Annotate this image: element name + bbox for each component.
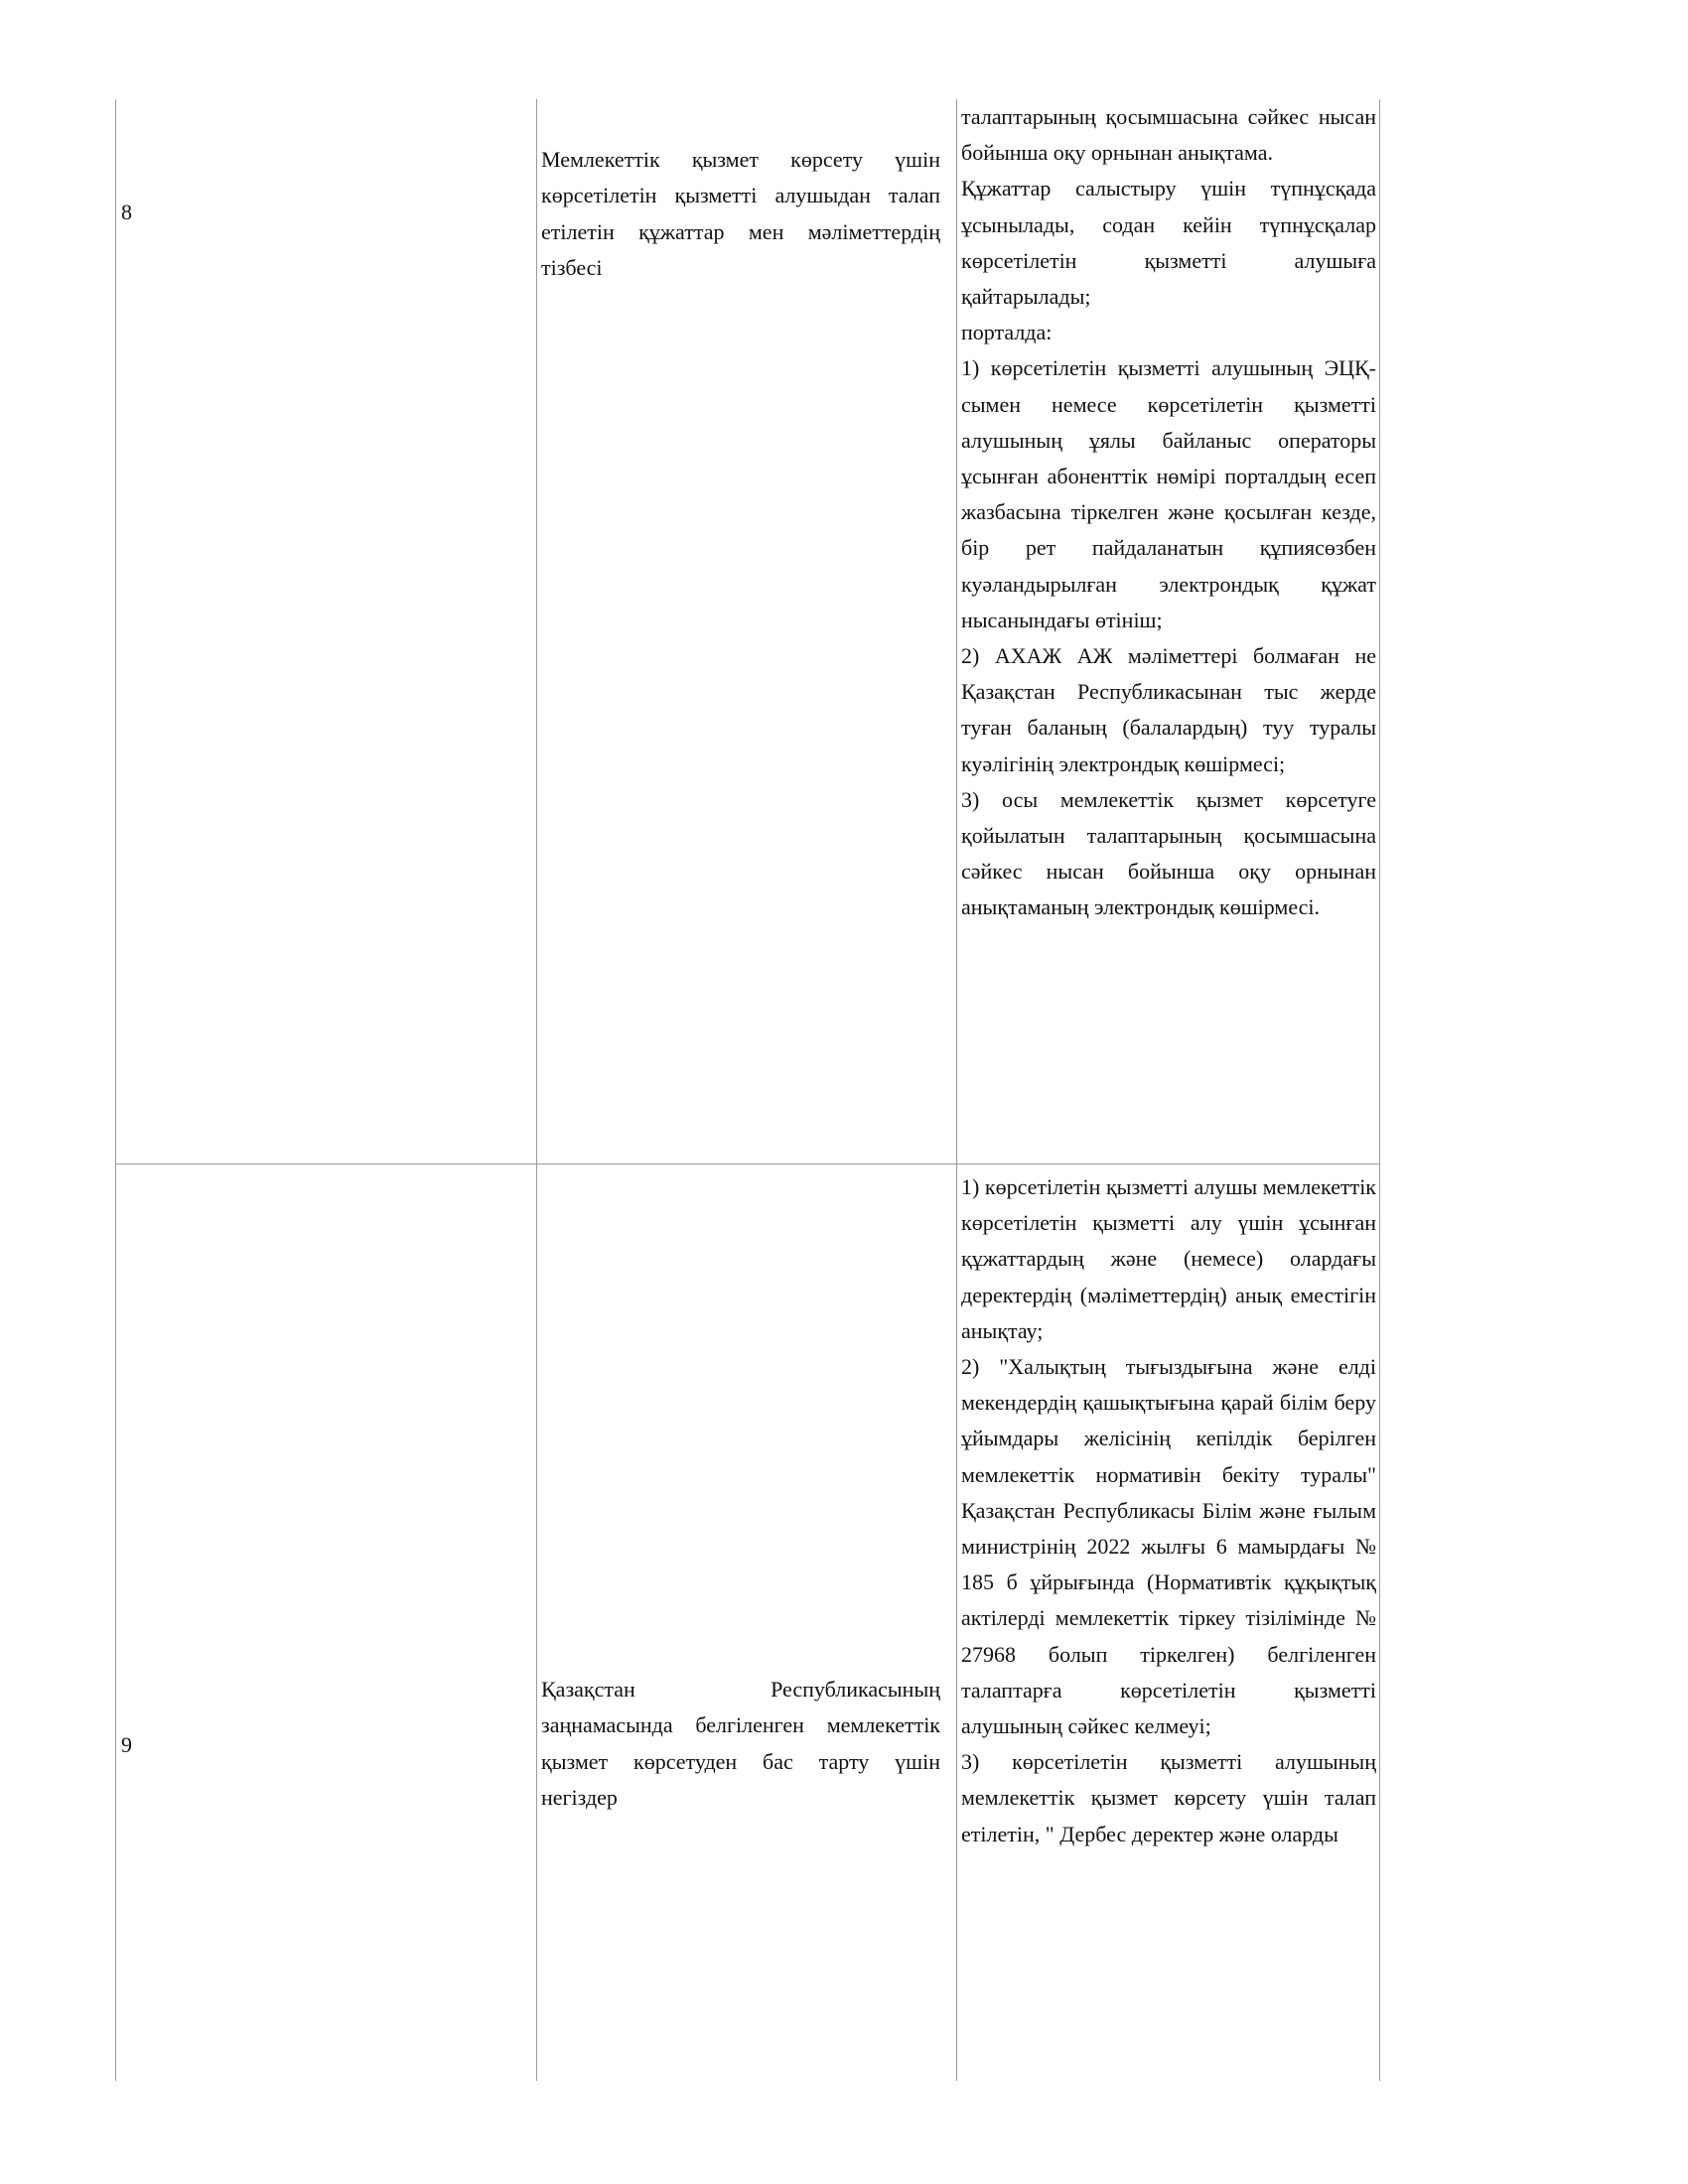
row-number-9: 9: [121, 1732, 132, 1757]
row-9-paragraph: 3) көрсетілетін қызметті алушының мемлекеттік қызмет көрсету үшін талап етілетін, " Дербес деректер және оларды: [961, 1749, 1376, 1846]
row-content-9: [961, 1169, 1376, 1852]
row-9-paragraph: 1) көрсетілетін қызметті алушы мемлекеттік көрсетілетін қызметті алу үшін ұсынған құжаттардың және (немесе) олардағы деректердің (мәліметтердің) анық еместігін анықтау;: [961, 1174, 1376, 1343]
row-title-9: Қазақстан Республикасының заңнамасында белгіленген мемлекеттік қызмет көрсетуден бас тарту үшін негіздер: [541, 1677, 940, 1811]
row-8-paragraph: 2) АХАЖ АЖ мәліметтері болмаған не Қазақстан Республикасынан тыс жерде туған баланың (балалардың) туу туралы куәлігінің электрондық көшірмесі;: [961, 643, 1376, 776]
row-content-8: [961, 99, 1376, 926]
table-column-divider-1: [536, 99, 537, 2081]
row-8-paragraph: 1) көрсетілетін қызметті алушының ЭЦҚ-сымен немесе көрсетілетін қызметті алушының ұялы байланыс операторы ұсынған абоненттік нөмірі порталдың есеп жазбасына тіркелген және қосылған кезде, бір рет пайдаланатын құпиясөзбен куәландырылған электрондық құжат нысанындағы өтініш;: [961, 355, 1376, 632]
row-9-paragraph: 2) "Халықтың тығыздығына және елді мекендердің қашықтығына қарай білім беру ұйымдары желісінің кепілдік берілген мемлекеттік нормативін бекіту туралы" Қазақстан Республикасы Білім және ғылым министрінің 2022 жылғы 6 мамырдағы № 185 б ұйрығында (Нормативтік құқықтық актілерді мемлекеттік тіркеу тізілімінде № 27968 болып тіркелген) белгіленген талаптарға көрсетілетін қызметті алушының сәйкес келмеуі;: [961, 1354, 1376, 1739]
table-border-right: [1379, 99, 1380, 2081]
table-border-left: [115, 99, 116, 2081]
row-title-8: Мемлекеттік қызмет көрсету үшін көрсетілетін қызметті алушыдан талап етілетін құжаттар мен мәліметтердің тізбесі: [541, 147, 940, 281]
row-8-paragraph: талаптарының қосымшасына сәйкес нысан бойынша оқу орнынан анықтама.: [961, 104, 1376, 166]
row-number-8: 8: [121, 200, 132, 224]
table-column-divider-2: [956, 99, 957, 2081]
row-8-paragraph: Құжаттар салыстыру үшін түпнұсқада ұсынылады, содан кейін түпнұсқалар көрсетілетін қызметті алушыға қайтарылады;: [961, 176, 1376, 310]
row-8-paragraph: 3) осы мемлекеттік қызмет көрсетуге қойылатын талаптарының қосымшасына сәйкес нысан бойынша оқу орнынан анықтаманың электрондық көшірмесі.: [961, 786, 1376, 920]
table-row-divider: [115, 1163, 1380, 1164]
row-8-paragraph: порталда:: [961, 320, 1053, 345]
